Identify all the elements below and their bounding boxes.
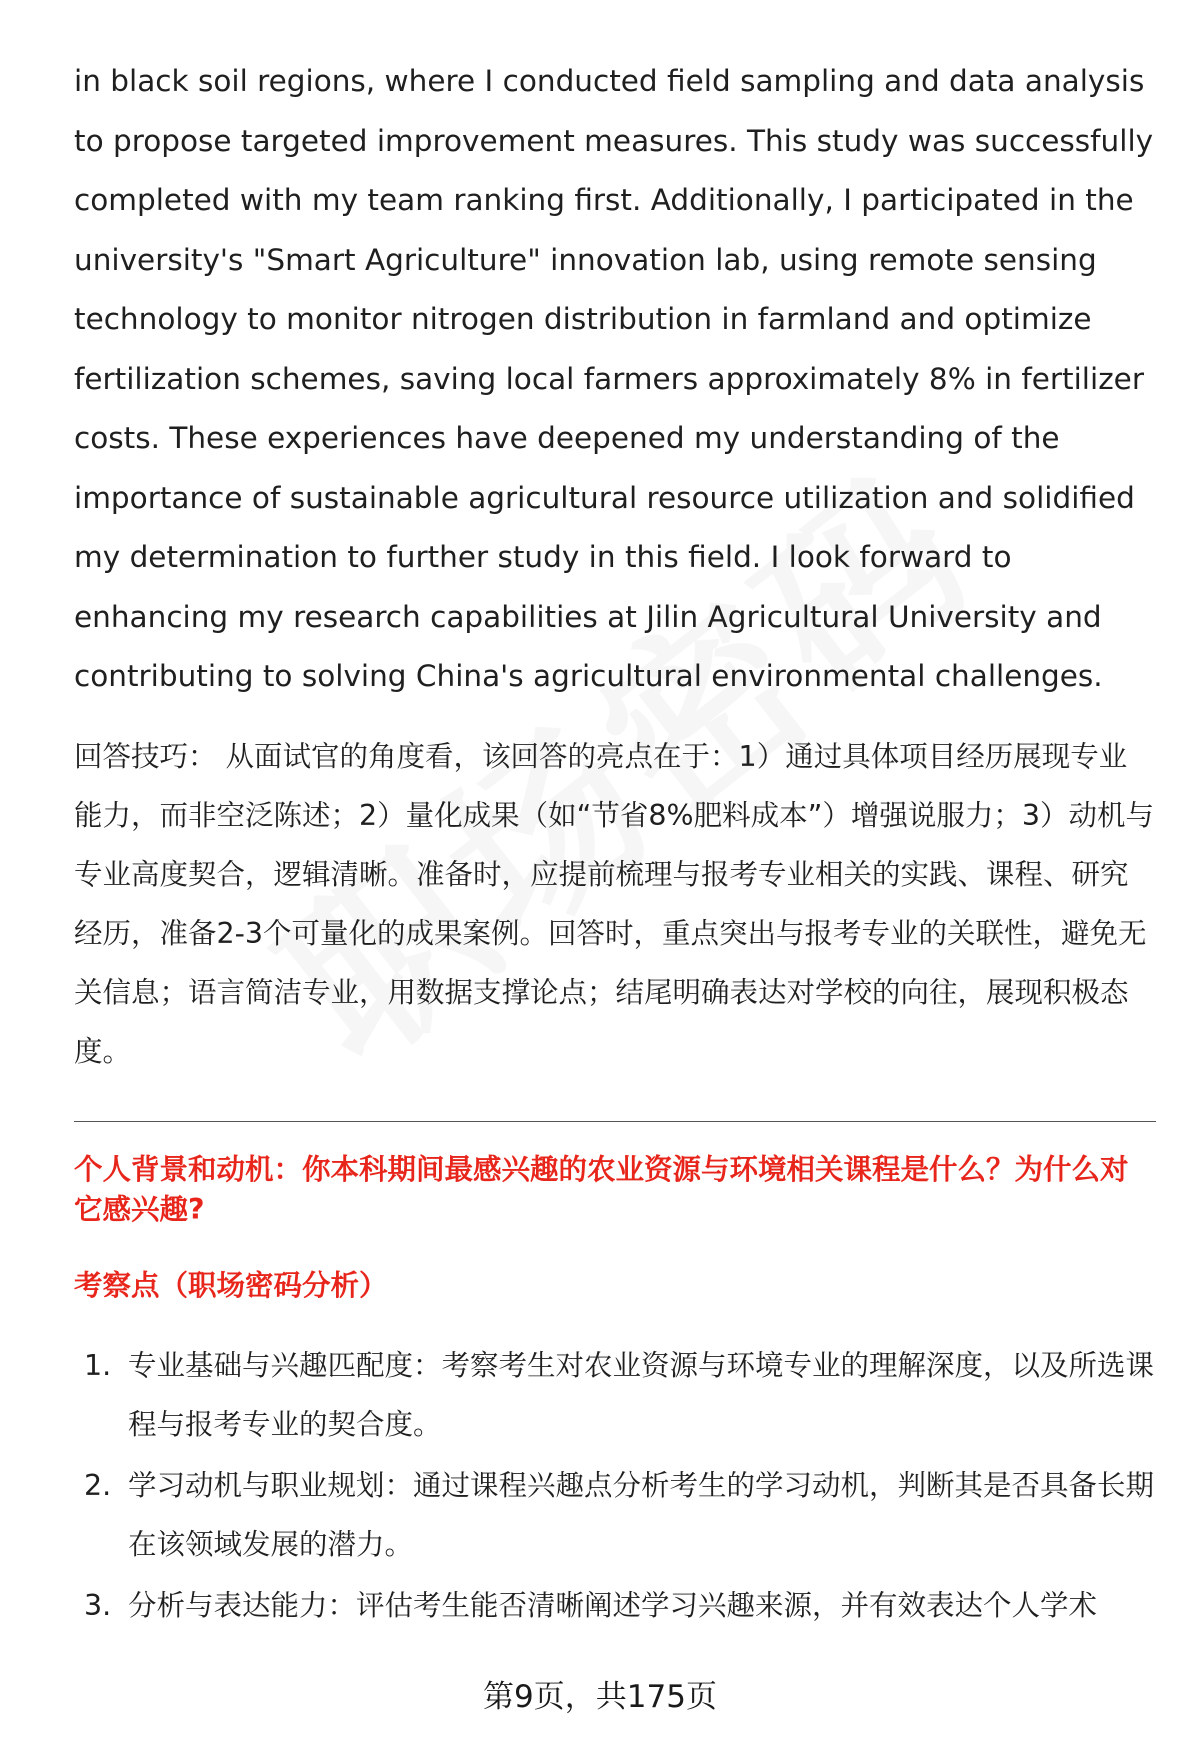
- list-item-number: 2.: [84, 1468, 112, 1502]
- list-item-number: 3.: [84, 1588, 112, 1622]
- assessment-points-list: [74, 1336, 1154, 1635]
- page-content: [74, 52, 1154, 1637]
- section-divider: [74, 1121, 1156, 1122]
- list-item: [74, 1576, 1154, 1635]
- list-item: [74, 1456, 1154, 1574]
- list-item-text: 分析与表达能力：评估考生能否清晰阐述学习兴趣来源，并有效表达个人学术: [128, 1588, 1098, 1622]
- assessment-points-heading: 考察点（职场密码分析）: [74, 1268, 388, 1302]
- list-item-number: 1.: [84, 1348, 112, 1382]
- list-item-text: 专业基础与兴趣匹配度：考察考生对农业资源与环境专业的理解深度，以及所选课程与报考专业的契合度。: [128, 1348, 1155, 1441]
- list-item: [74, 1336, 1154, 1454]
- question-title: 个人背景和动机：你本科期间最感兴趣的农业资源与环境相关课程是什么？为什么对它感兴趣?: [74, 1152, 1129, 1226]
- list-item-text: 学习动机与职业规划：通过课程兴趣点分析考生的学习动机，判断其是否具备长期在该领域发展的潜力。: [128, 1468, 1155, 1561]
- english-answer-paragraph: in black soil regions, where I conducted field sampling and data analysis to propose targeted improvement measures. This study was successfully completed with my team ranking first. Additionally, I participated in the university's "Smart Agriculture" innovation lab, using remote sensing technology to monitor nitrogen distribution in farmland and optimize fertilization schemes, saving local farmers approximately 8% in fertilizer costs. These experiences have deepened my understanding of the importance of sustainable agricultural resource utilization and solidified my determination to further study in this field. I look forward to enhancing my research capabilities at Jilin Agricultural University and contributing to solving China's agricultural environmental challenges.: [74, 64, 1154, 693]
- page-number-footer: 第9页，共175页: [483, 1679, 717, 1715]
- answer-tips-paragraph: 回答技巧： 从面试官的角度看，该回答的亮点在于：1）通过具体项目经历展现专业能力，而非空泛陈述；2）量化成果（如“节省8%肥料成本”）增强说服力；3）动机与专业高度契合，逻辑清晰。准备时，应提前梳理与报考专业相关的实践、课程、研究经历，准备2-3个可量化的成果案例。回答时，重点突出与报考专业的关联性，避免无关信息；语言简洁专业，用数据支撑论点；结尾明确表达对学校的向往，展现积极态度。: [74, 739, 1155, 1068]
